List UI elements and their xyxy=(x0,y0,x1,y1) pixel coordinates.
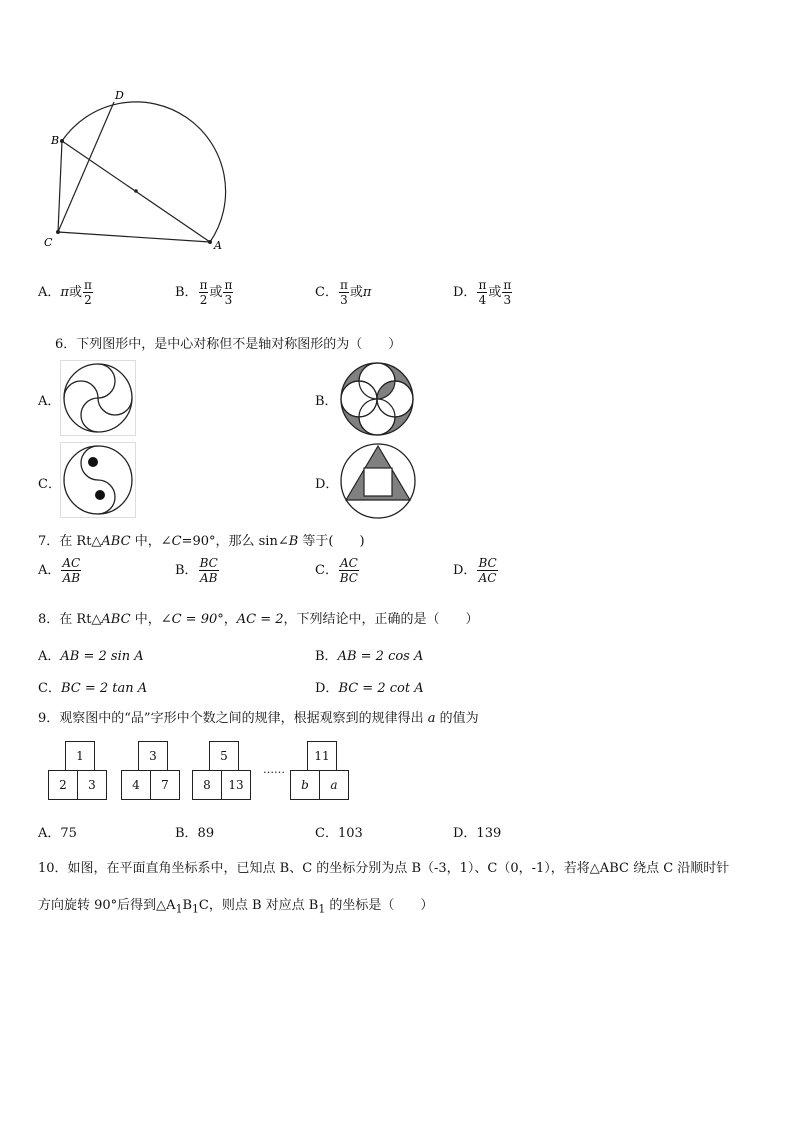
q10-stem-line-1: 10．如图，在平面直角坐标系中，已知点 B、C 的坐标分别为点 B（-3，1）、C（0，-1），若将△ABC 绕点 C 沿顺时针 xyxy=(38,861,730,876)
segment-cb xyxy=(58,141,62,232)
q6-stem: 6．下列图形中，是中心对称但不是轴对称图形的为（ ） xyxy=(55,337,402,352)
q10-stem-line-2: 方向旋转 90°后得到$\triangle A_1B_1C$，则点 B 对应点 $B_1$ 的坐标是（ ） xyxy=(38,898,434,916)
q6-figure-c-yin-yang[interactable] xyxy=(60,442,136,518)
pin-group-3-top: 5 xyxy=(209,741,239,771)
pin-group-2-right: 7 xyxy=(150,770,180,800)
q8-option-b[interactable]: B．AB = 2 cos A xyxy=(315,649,424,664)
q5-option-a[interactable]: A．π或 $\frac{\pi}{2}$ xyxy=(38,278,92,307)
pin-group-1-left: 2 xyxy=(48,770,78,800)
q9-option-c[interactable]: C．103 xyxy=(315,826,363,841)
pin-group-3-right: 13 xyxy=(221,770,251,800)
pin-group-1-top: 1 xyxy=(65,741,95,771)
pin-group-1-right: 3 xyxy=(77,770,107,800)
q6-figure-b-four-petal[interactable] xyxy=(338,360,416,438)
q8-stem: 8．在 Rt△ABC 中，∠C = 90°，AC = 2，下列结论中，正确的是（ ） xyxy=(38,612,479,627)
fraction: $\frac{\pi}{3}$ xyxy=(503,278,512,307)
fraction: $\frac{\pi}{3}$ xyxy=(339,278,348,307)
label-b: B xyxy=(51,134,60,147)
point-b xyxy=(60,139,64,143)
pin-group-2-left: 4 xyxy=(121,770,151,800)
q5-option-d[interactable]: D． $\frac{\pi}{4}$ 或 $\frac{\pi}{3}$ xyxy=(453,278,512,307)
q9-option-d[interactable]: D．139 xyxy=(453,826,502,841)
ellipsis: …… xyxy=(263,763,285,776)
q9-option-a[interactable]: A．75 xyxy=(38,826,77,841)
q8-option-c[interactable]: C．BC = 2 tan A xyxy=(38,681,148,696)
q7-option-c[interactable]: C． $\frac{AC}{BC}$ xyxy=(315,556,358,585)
segment-ca xyxy=(58,232,210,242)
fraction: $\frac{BC}{AB}$ xyxy=(199,556,218,585)
q7-option-b[interactable]: B． $\frac{BC}{AB}$ xyxy=(175,556,218,585)
q6-option-c-label[interactable]: C． xyxy=(38,477,61,492)
q6-option-b-label[interactable]: B． xyxy=(315,394,338,409)
label-a: A xyxy=(214,239,222,252)
fraction: $\frac{\pi}{2}$ xyxy=(83,278,92,307)
pin-group-3-left: 8 xyxy=(192,770,222,800)
pin-group-4-top: 11 xyxy=(307,741,337,771)
q7-option-d[interactable]: D． $\frac{BC}{AC}$ xyxy=(453,556,497,585)
q6-option-d-label[interactable]: D． xyxy=(315,477,339,492)
q8-option-a[interactable]: A．AB = 2 sin A xyxy=(38,649,144,664)
label-d: D xyxy=(115,89,124,102)
pin-group-4-left: b xyxy=(290,770,320,800)
q5-option-b[interactable]: B． $\frac{\pi}{2}$ 或 $\frac{\pi}{3}$ xyxy=(175,278,233,307)
segment-cd xyxy=(58,102,114,232)
label-c: C xyxy=(44,236,53,249)
fraction: $\frac{AC}{BC}$ xyxy=(339,556,358,585)
q5-option-c[interactable]: C． $\frac{\pi}{3}$ 或π xyxy=(315,278,372,307)
pin-group-2-top: 3 xyxy=(138,741,168,771)
fraction: $\frac{\pi}{3}$ xyxy=(224,278,233,307)
q9-stem: 9．观察图中的“品”字形中个数之间的规律，根据观察到的规律得出 a 的值为 xyxy=(38,711,479,726)
arc xyxy=(62,102,226,242)
point-c xyxy=(56,230,60,234)
point-a xyxy=(208,240,212,244)
fraction: $\frac{AC}{AB}$ xyxy=(62,556,81,585)
q9-option-b[interactable]: B．89 xyxy=(175,826,215,841)
pin-group-4-right: a xyxy=(319,770,349,800)
fraction: $\frac{\pi}{4}$ xyxy=(478,278,487,307)
center-point xyxy=(134,189,138,193)
q7-stem: 7．在 Rt△ABC 中，∠C=90°，那么 sin∠B 等于( ) xyxy=(38,534,365,549)
circle-triangle-figure xyxy=(38,84,248,254)
q6-option-a-label[interactable]: A． xyxy=(38,394,61,409)
q6-figure-d-circle-triangle-square[interactable] xyxy=(338,440,418,520)
q6-figure-a-swirl[interactable] xyxy=(60,360,136,436)
fraction: $\frac{BC}{AC}$ xyxy=(478,556,497,585)
q7-option-a[interactable]: A． $\frac{AC}{AB}$ xyxy=(38,556,81,585)
fraction: $\frac{\pi}{2}$ xyxy=(199,278,208,307)
q8-option-d[interactable]: D．BC = 2 cot A xyxy=(315,681,424,696)
